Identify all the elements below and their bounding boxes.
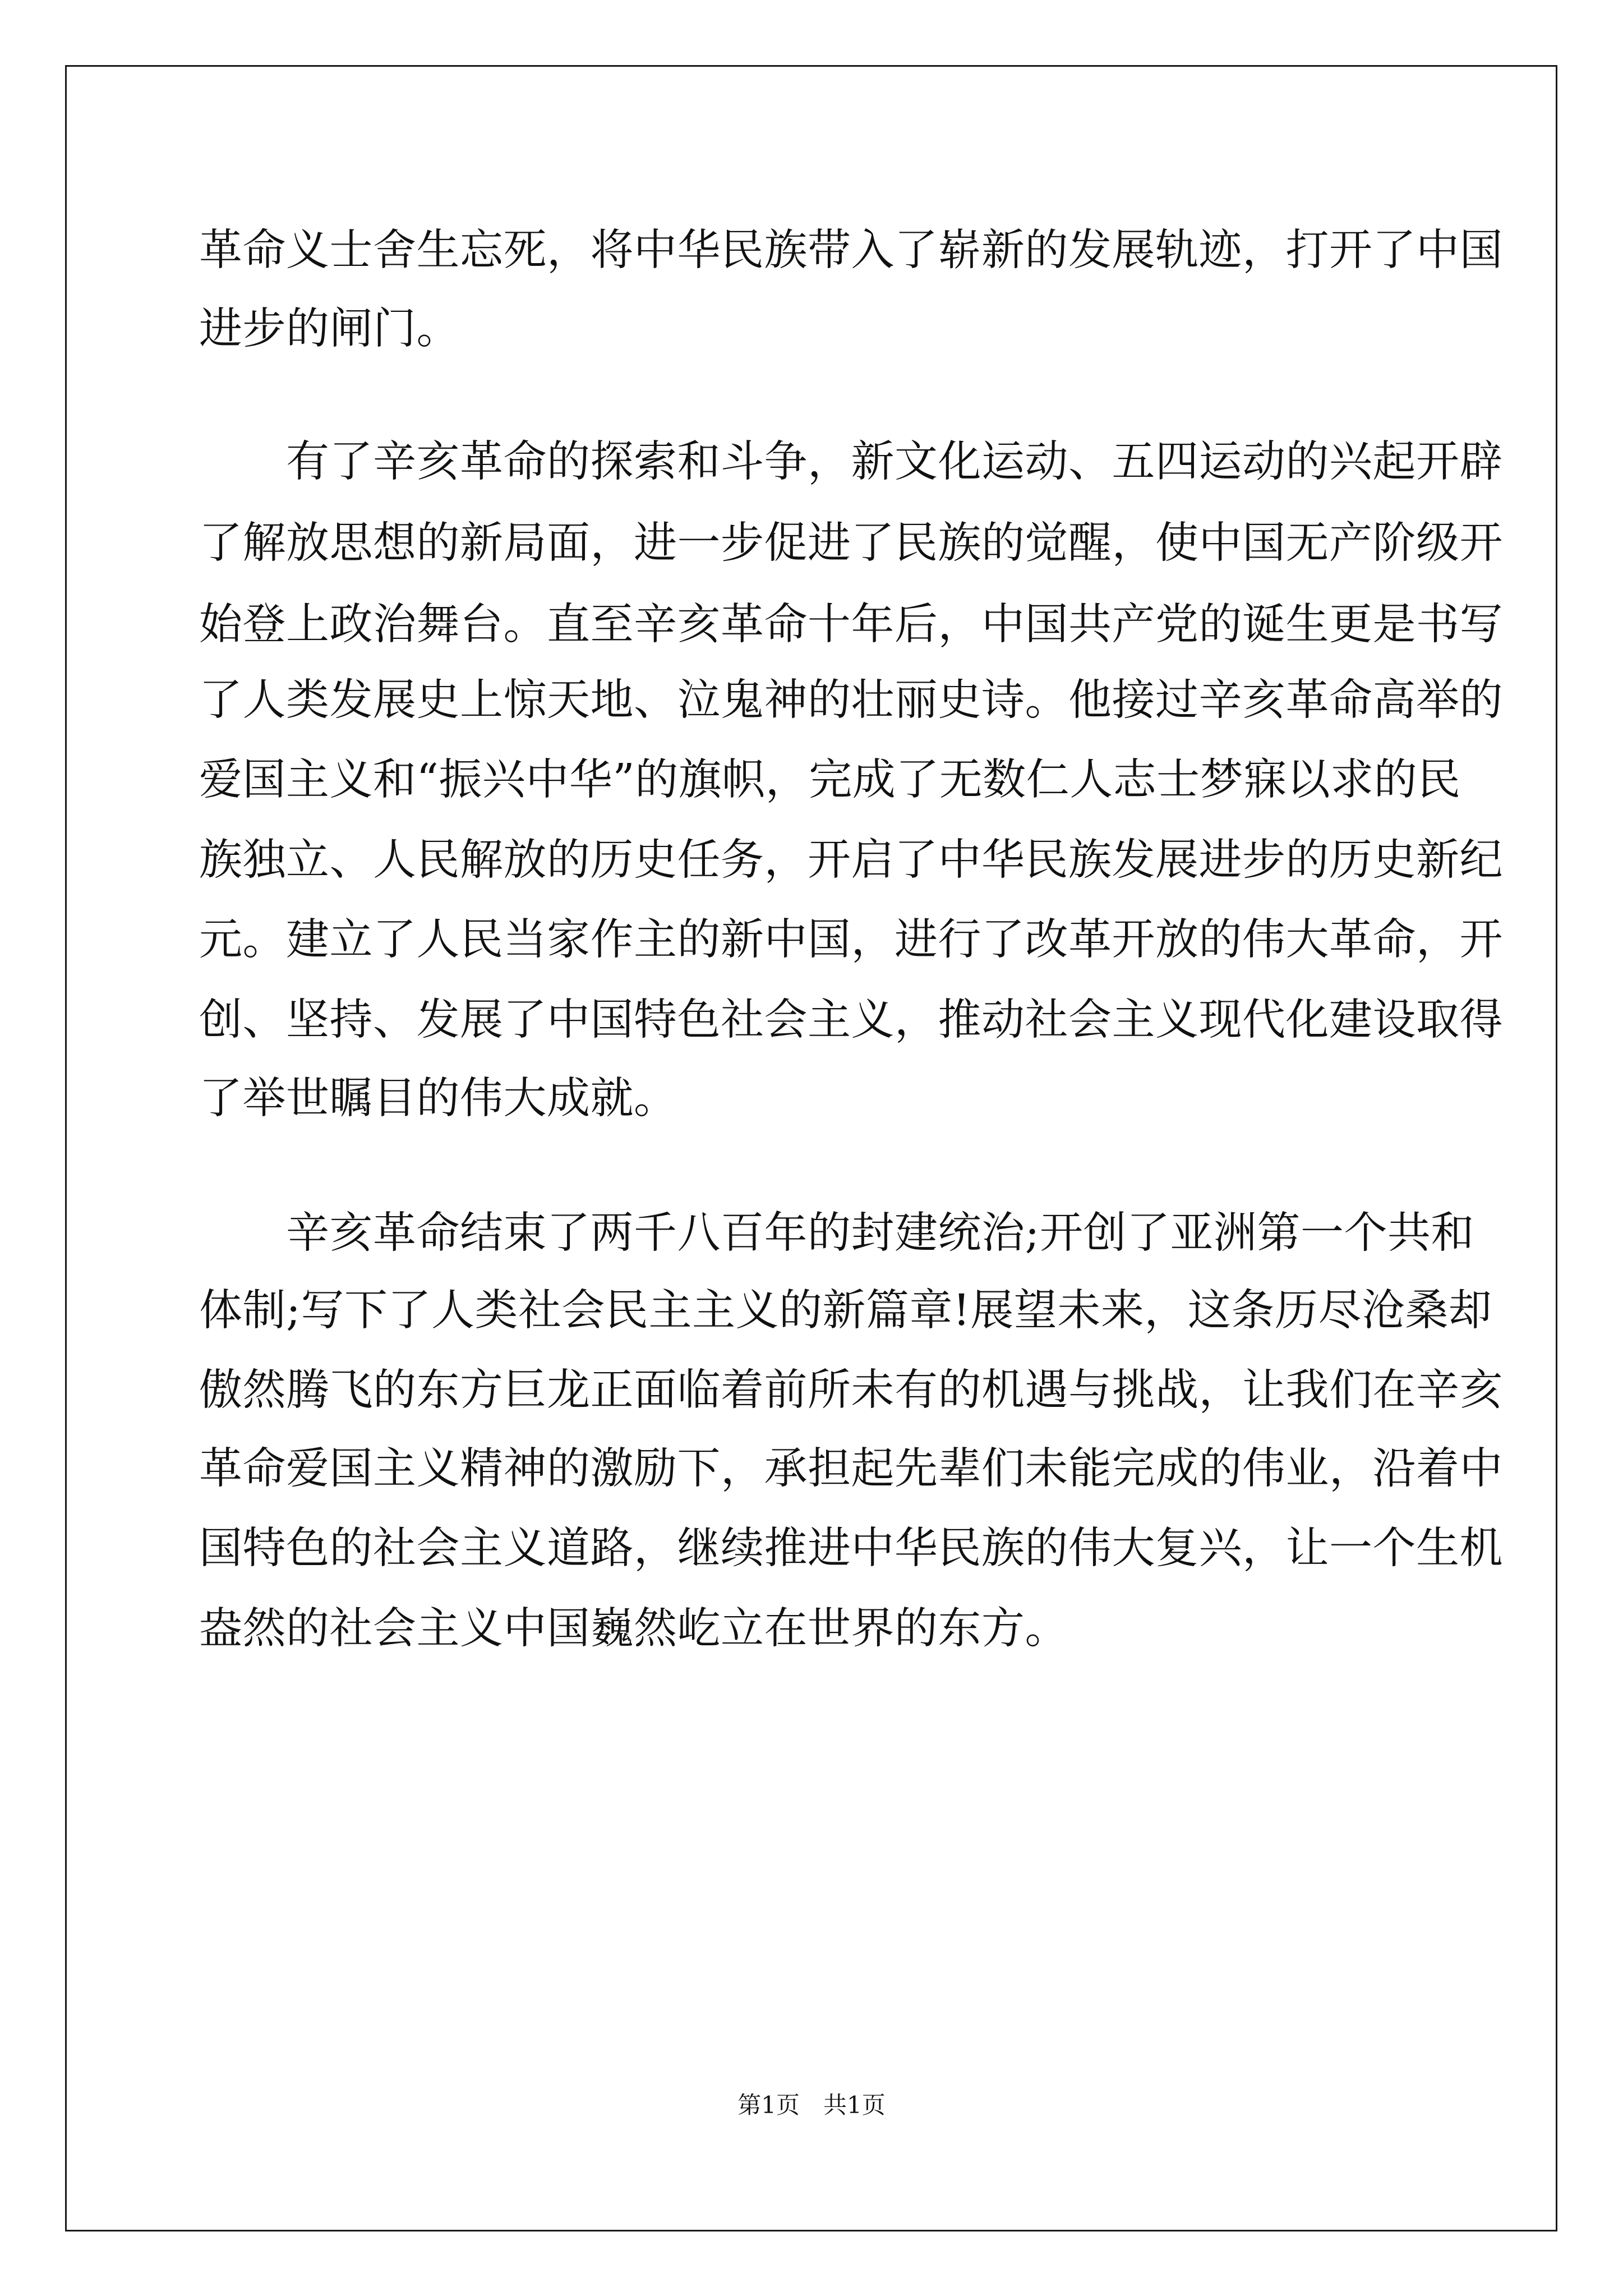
paragraph-2-line-1: 有了辛亥革命的探索和斗争，新文化运动、五四运动的兴起开辟	[286, 437, 1503, 487]
paragraph-3-line-5: 国特色的社会主义道路，继续推进中华民族的伟大复兴，让一个生机	[199, 1524, 1503, 1573]
paragraph-3-line-1: 辛亥革命结束了两千八百年的封建统治;开创了亚洲第一个共和	[286, 1208, 1474, 1258]
paragraph-2-line-6: 族独立、人民解放的历史任务，开启了中华民族发展进步的历史新纪	[199, 835, 1503, 885]
paragraph-2-line-5: 爱国主义和“振兴中华”的旗帜，完成了无数仁人志士梦寐以求的民	[199, 755, 1461, 805]
page-footer: 第1页 共1页	[737, 2091, 886, 2119]
paragraph-3-line-3: 傲然腾飞的东方巨龙正面临着前所未有的机遇与挑战，让我们在辛亥	[199, 1365, 1503, 1415]
paragraph-2-line-3: 始登上政治舞台。直至辛亥革命十年后，中国共产党的诞生更是书写	[199, 600, 1503, 650]
paragraph-3-line-4: 革命爱国主义精神的激励下，承担起先辈们未能完成的伟业，沿着中	[199, 1444, 1503, 1494]
paragraph-2-line-2: 了解放思想的新局面，进一步促进了民族的觉醒，使中国无产阶级开	[199, 518, 1503, 568]
paragraph-3-line-6: 盎然的社会主义中国巍然屹立在世界的东方。	[199, 1604, 1068, 1654]
paragraph-1-line-1: 革命义士舍生忘死，将中华民族带入了崭新的发展轨迹，打开了中国	[199, 226, 1503, 275]
paragraph-2-line-7: 元。建立了人民当家作主的新中国，进行了改革开放的伟大革命，开	[199, 915, 1503, 965]
paragraph-2-line-9: 了举世瞩目的伟大成就。	[199, 1074, 677, 1124]
page-border	[65, 65, 1557, 2231]
paragraph-2-line-4: 了人类发展史上惊天地、泣鬼神的壮丽史诗。他接过辛亥革命高举的	[199, 675, 1503, 725]
paragraph-2-line-8: 创、坚持、发展了中国特色社会主义，推动社会主义现代化建设取得	[199, 995, 1503, 1045]
paragraph-3-line-2: 体制;写下了人类社会民主主义的新篇章!展望未来，这条历尽沧桑却	[199, 1286, 1492, 1336]
paragraph-1-line-2: 进步的闸门。	[199, 304, 460, 354]
